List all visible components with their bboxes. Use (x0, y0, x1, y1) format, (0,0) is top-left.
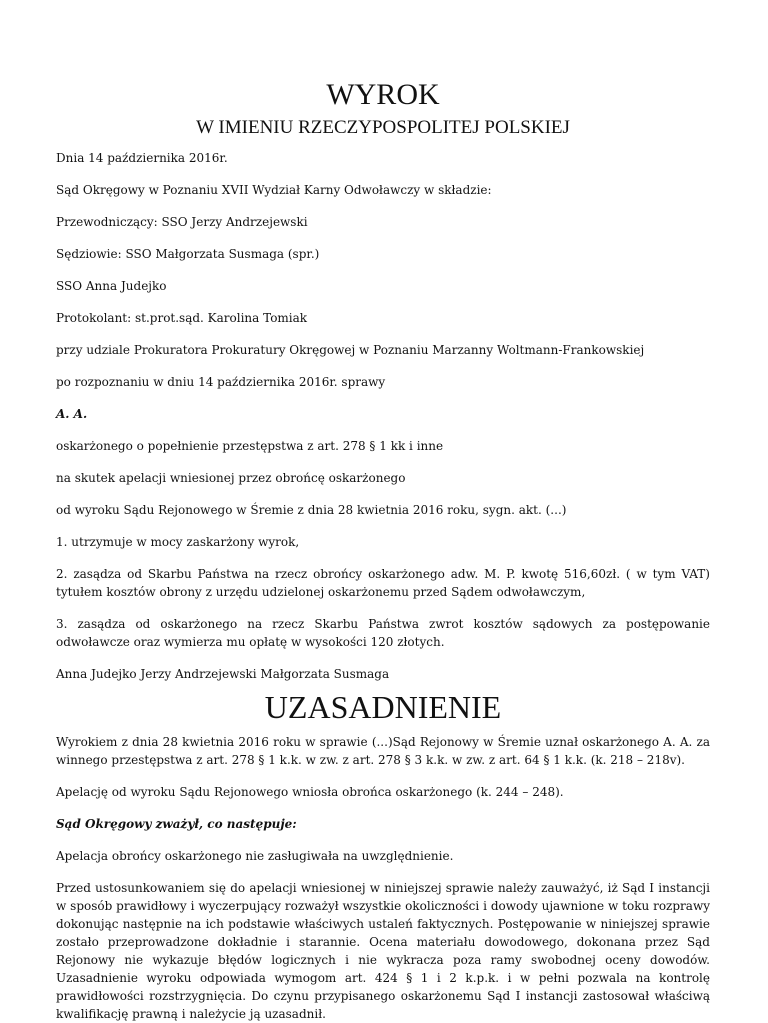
defendant-name: A. A. (56, 407, 88, 421)
clerk: Protokolant: st.prot.sąd. Karolina Tomiak (56, 311, 308, 325)
presiding-judge: Przewodniczący: SSO Jerzy Andrzejewski (56, 215, 308, 229)
appealed-judgment: od wyroku Sądu Rejonowego w Śremie z dnia 28 kwietnia 2016 roku, sygn. akt. (...) (56, 503, 567, 517)
ruling-item-2: 2. zasądza od Skarbu Państwa na rzecz obrońcy oskarżonego adw. M. P. kwotę 516,60zł. ( w tym VAT) tytułem kosztów obrony z urzędu udzielonej oskarżonemu przed Sądem odwoławczym, (56, 567, 710, 599)
ruling-item-3: 3. zasądza od oskarżonego na rzecz Skarbu Państwa zwrot kosztów sądowych za postępowanie odwoławcze oraz wymierza mu opłatę w wysokości 120 złotych. (56, 617, 710, 649)
verdict-date: Dnia 14 października 2016r. (56, 151, 228, 165)
justification-heading: Sąd Okręgowy zważył, co następuje: (56, 817, 297, 831)
signatures: Anna Judejko Jerzy Andrzejewski Małgorzata Susmaga (56, 667, 390, 681)
justification-title: UZASADNIENIE (264, 689, 502, 725)
prosecutor: przy udziale Prokuratora Prokuratury Okręgowej w Poznaniu Marzanny Woltmann-Frankowskiej (56, 343, 645, 357)
judges: Sędziowie: SSO Małgorzata Susmaga (spr.) (56, 247, 320, 261)
justification-paragraph-1: Wyrokiem z dnia 28 kwietnia 2016 roku w sprawie (...)Sąd Rejonowy w Śremie uznał oskarżonego A. A. za winnego przestępstwa z art. 278 § 1 k.k. w zw. z art. 278 § 3 k.k. w zw. z art. 64 § 1 k.k. (k. 218 – 218v). (56, 735, 710, 767)
charge: oskarżonego o popełnienie przestępstwa z art. 278 § 1 kk i inne (56, 439, 444, 453)
court-composition: Sąd Okręgowy w Poznaniu XVII Wydział Karny Odwoławczy w składzie: (56, 183, 492, 197)
judge-second: SSO Anna Judejko (56, 279, 167, 293)
ruling-item-1: 1. utrzymuje w mocy zaskarżony wyrok, (56, 535, 300, 549)
justification-paragraph-3: Apelacja obrońcy oskarżonego nie zasługiwała na uwzględnienie. (56, 849, 454, 863)
verdict-title: WYROK (326, 78, 440, 111)
justification-paragraph-4: Przed ustosunkowaniem się do apelacji wniesionej w niniejszej sprawie należy zauważyć, iż Sąd I instancji w sposób prawidłowy i wyczerpujący rozważył wszystkie okoliczności i dowody ujawnione w toku rozprawy dokonując następnie na ich podstawie właściwych ustaleń faktycznych. Postępowanie w niniejszej sprawie zostało przeprowadzone dokładnie i starannie. Ocena materiału dowodowego, dokonana przez Sąd Rejonowy nie wykazuje błędów logicznych i nie wykracza poza ramy swobodnej oceny dowodów. Uzasadnienie wyroku odpowiada wymogom art. 424 § 1 i 2 k.p.k. i w pełni pozwala na kontrolę prawidłowości rozstrzygnięcia. Do czynu przypisanego oskarżonemu Sąd I instancji zastosował właściwą kwalifikację prawną i należycie ją uzasadnił. (56, 881, 710, 1021)
justification-paragraph-2: Apelację od wyroku Sądu Rejonowego wniosła obrońca oskarżonego (k. 244 – 248). (56, 785, 564, 799)
verdict-subtitle: W IMIENIU RZECZYPOSPOLITEJ POLSKIEJ (196, 117, 570, 138)
appeal-info: na skutek apelacji wniesionej przez obrońcę oskarżonego (56, 471, 406, 485)
hearing-info: po rozpoznaniu w dniu 14 października 2016r. sprawy (56, 375, 386, 389)
